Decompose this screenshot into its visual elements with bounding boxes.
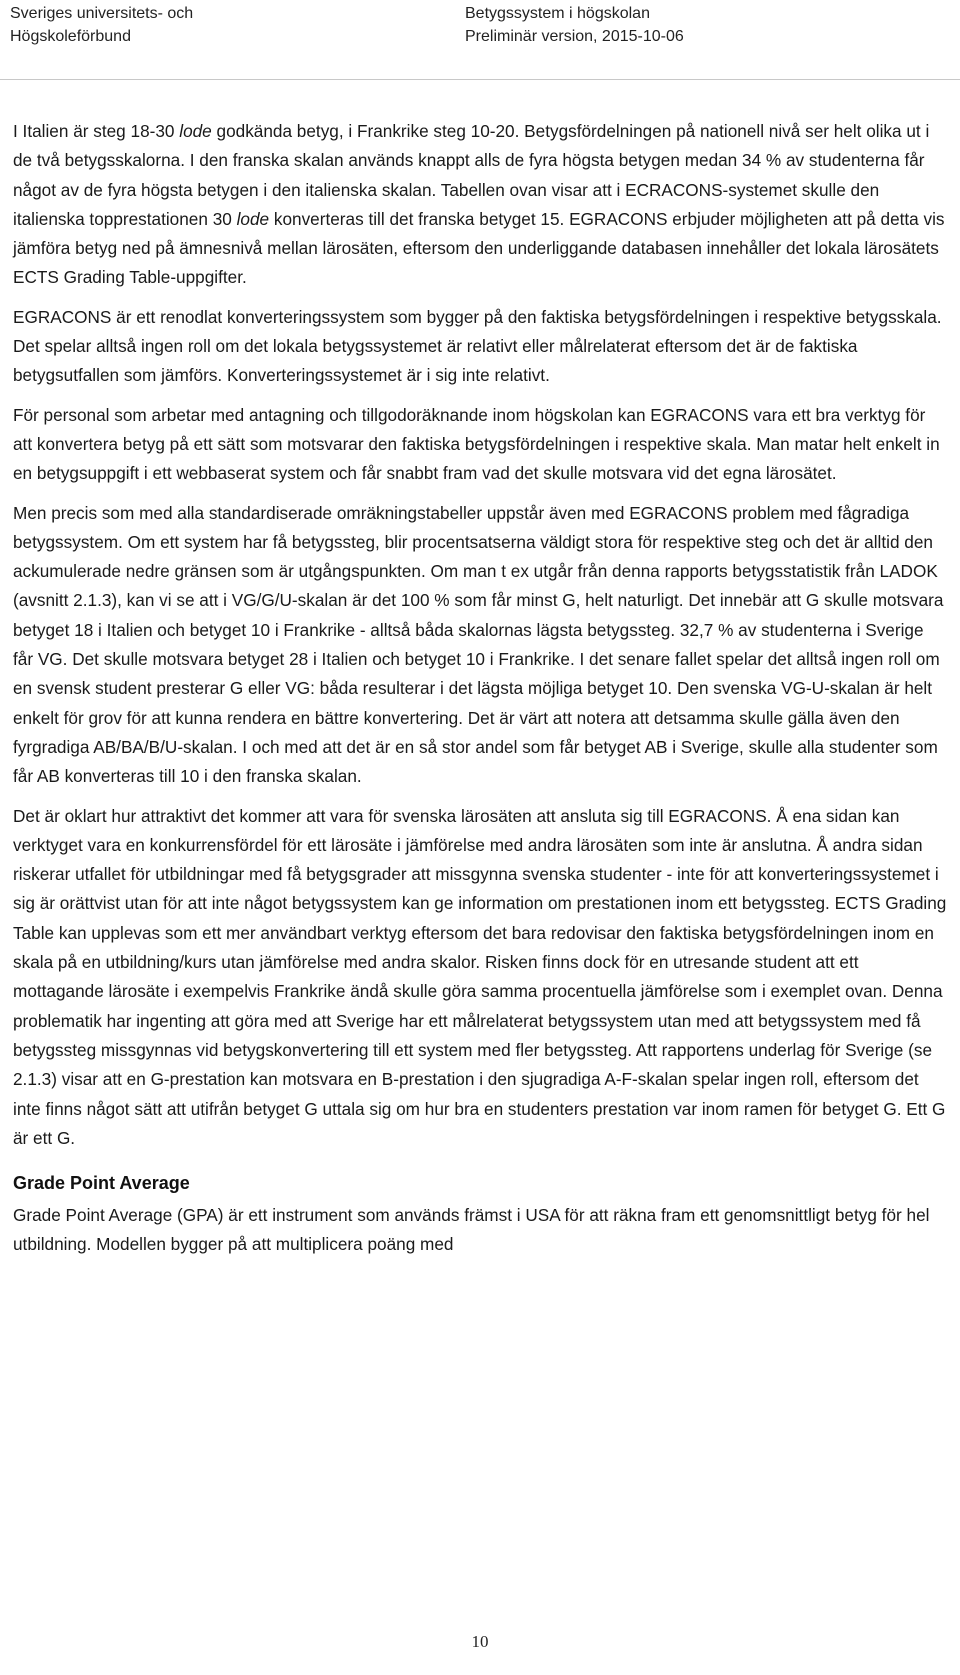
document-body [13,117,948,1270]
page-header [0,0,960,80]
header-document-info [465,2,684,48]
page-number: 10 [471,1632,489,1651]
lode-term: lode [179,121,212,141]
section-heading: Grade Point Average [13,1173,190,1194]
paragraph-attractiveness: Det är oklart hur attraktivt det kommer att vara för svenska lärosäten att ansluta sig till EGRACONS. Å ena sidan kan verktyget vara en konkurrensfördel för ett lärosäte i jämförelse med andra lärosäten som inte är anslutna. Å andra sidan riskerar utfallet för utbildningar med få betygsgrader att missgynna svenska studenter - inte för att konverteringssystemet i sig är orättvist utan för att inte något betygssystem kan ge information om prestationen inom ett betygssteg. ECTS Grading Table kan upplevas som ett mer användbart verktyg eftersom det bara redovisar den faktiska betygsfördelningen inom en skala på en utbildning/kurs utan jämförelse med andra skalor. Risken finns dock för en utresande student att ett mottagande lärosäte i exempelvis Frankrike ändå skulle göra samma procentuella jämförelse som i exemplet ovan. Denna problematik har ingenting att göra med att Sverige har ett målrelaterat betygssystem utan med att betygssystem med få betygssteg missgynnas vid betygskonvertering till ett system med fler betygssteg. Att rapportens underlag för Sverige (se 2.1.3) visar att en G-prestation kan motsvara en B-prestation i den sjugradiga A-F-skalan spelar ingen roll, eftersom det inte finns något sätt att utifrån betyget G uttala sig om hur bra en studenters prestation var inom ramen för betyget G. Ett G är ett G. [13,805,947,1148]
paragraph-egracons-conversion: EGRACONS är ett renodlat konverteringssystem som bygger på den faktiska betygsfördelningen i respektive betygsskala. Det spelar alltså ingen roll om det lokala betygssystemet är relativt eller målrelaterat eftersom det är de faktiska betygsutfallen som jämförs. Konverteringssystemet är i sig inte relativt. [13,306,942,386]
paragraph-text: I Italien är steg 18-30 [13,121,180,141]
lode-term: lode [236,208,270,229]
paragraph-admission-staff: För personal som arbetar med antagning och tillgodoräknande inom högskolan kan EGRACONS vara ett bra verktyg för att konvertera betyg på ett sätt som motsvarar den faktiska betygsfördelningen i respektive skala. Man matar helt enkelt in en betygsuppgift i ett webbaserat system och får snabbt fram vad det skulle motsvara vid det egna lärosätet. [13,404,940,484]
header-divider [0,79,960,80]
paragraph-gpa: Grade Point Average (GPA) är ett instrument som används främst i USA för att räkna fram ett genomsnittligt betyg för hel utbildning. Modellen bygger på att multiplicera poäng med [13,1205,930,1255]
paragraph-text: konverteras till det franska betyget 15. EGRACONS erbjuder möjligheten att på detta vis jämföra betyg ned på ämnesnivå mellan lärosäten, eftersom den underliggande databasen innehåller det lokala lärosätets ECTS Grading Table-uppgifter. [13,208,945,288]
header-doc-version: Preliminär version, 2015-10-06 [465,28,684,45]
header-org-line-1: Sveriges universitets- och [10,5,194,22]
paragraph-text: godkända betyg, i Frankrike steg 10-20. Betygsfördelningen på nationell nivå ser helt olika ut i de två betygsskalorna. I den franska skalan används knappt alls de fyra högsta betygen medan 34 % av studenterna får något av de fyra högsta betygen i den italienska skalan. Tabellen ovan visar att i ECRACONS-systemet skulle den italienska topprestationen 30 [13,121,930,229]
paragraph-few-grade-problem: Men precis som med alla standardiserade omräkningstabeller uppstår även med EGRACONS problem med fågradiga betygssystem. Om ett system har få betygssteg, blir procentsatserna väldigt stora för respektive steg och det är alltid den ackumulerade nedre gränsen som är utgångspunkten. Om man t ex utgår från denna rapports betygsstatistik från LADOK (avsnitt 2.1.3), kan vi se att i VG/G/U-skalan är det 100 % som får minst G, helt naturligt. Det innebär att G skulle motsvara betyget 18 i Italien och betyget 10 i Frankrike - alltså båda skalornas lägsta betygssteg. 32,7 % av studenterna i Sverige får VG. Det skulle motsvara betyget 28 i Italien och betyget 10 i Frankrike. I det senare fallet spelar det alltså ingen roll om en svensk student presterar G eller VG: båda resulterar i det lägsta möjliga betyget 10. Den svenska VG-U-skalan är helt enkelt för grov för att kunna rendera en bättre konvertering. Det är värt att notera att detsamma skulle gälla även den fyrgradiga AB/BA/B/U-skalan. I och med att det är en så stor andel som får betyget AB i Sverige, skulle alla studenter som får AB konverteras till 10 i den franska skalan. [13,502,944,787]
header-doc-title: Betygssystem i högskolan [465,5,650,22]
header-org-line-2: Högskoleförbund [10,28,131,45]
header-organization [10,2,193,48]
paragraph-italy-france [13,117,948,293]
